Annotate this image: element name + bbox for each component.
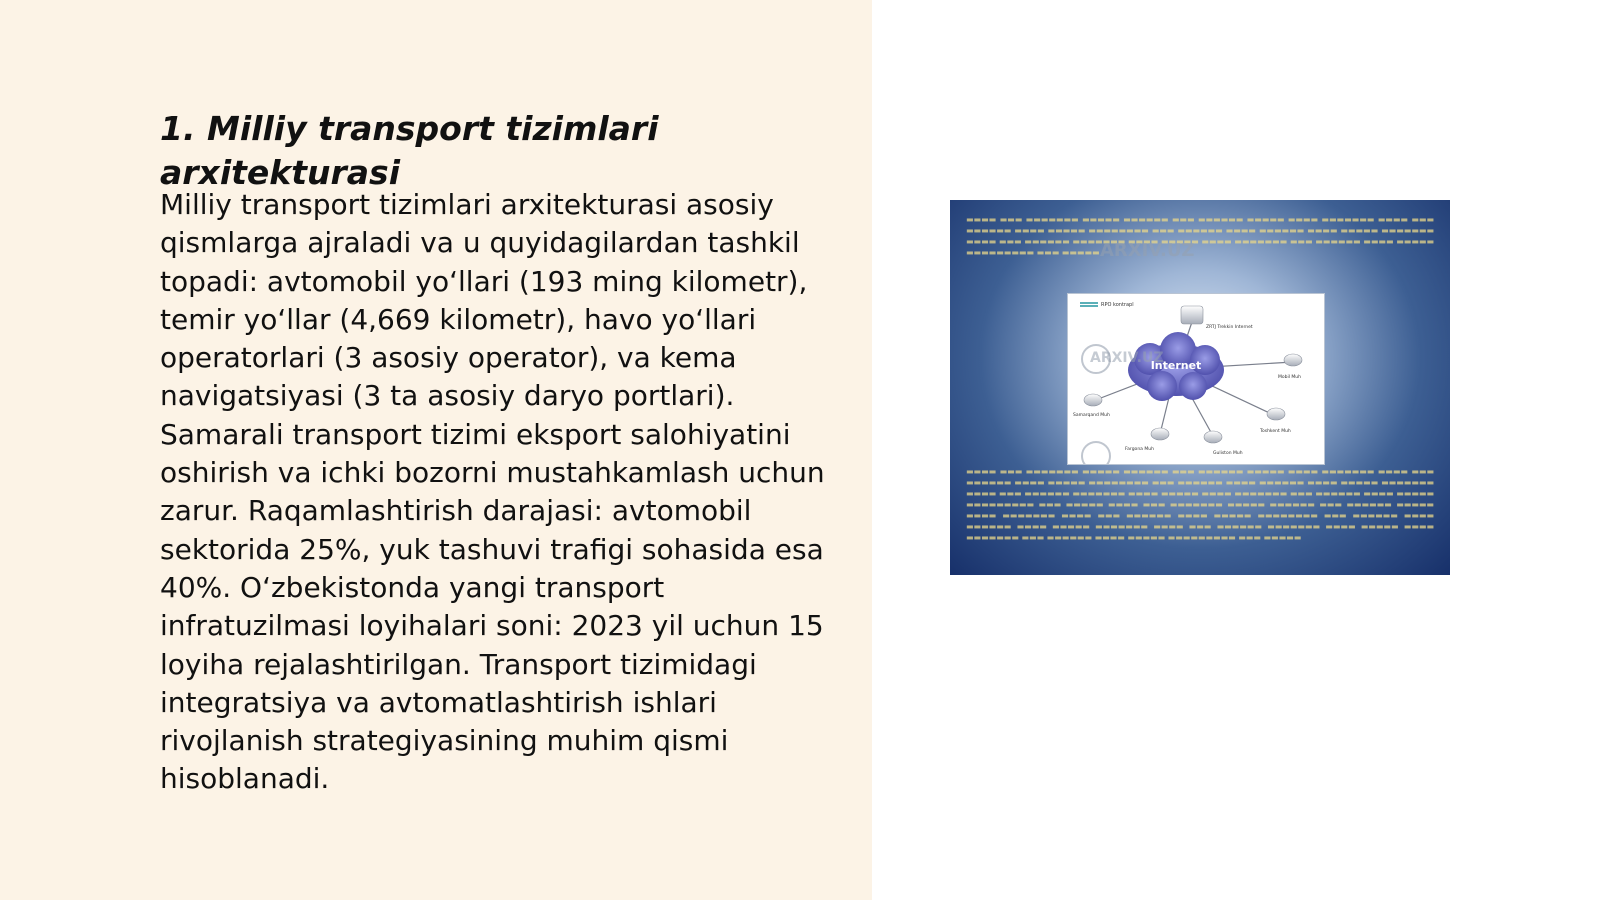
node-label: Guliston Muh (1213, 451, 1243, 456)
node-label: Toshkent Muh (1260, 429, 1291, 434)
image-blurred-text-bottom: ▬▬▬▬ ▬▬▬ ▬▬▬▬▬▬▬ ▬▬▬▬▬ ▬▬▬▬▬▬ ▬▬▬ ▬▬▬▬▬▬ ▬▬▬▬▬ ▬▬▬▬ ▬▬▬▬▬▬▬ ▬▬▬▬ ▬▬▬ ▬▬▬▬▬▬ ▬▬▬▬ ▬▬▬▬▬ ▬▬▬▬▬▬▬▬ ▬▬▬ ▬▬▬▬▬▬ ▬▬▬▬ ▬▬▬▬▬▬ ▬▬▬▬ ▬▬▬▬▬ ▬▬▬▬▬▬▬ ▬▬▬▬ ▬▬▬ ▬▬▬▬▬▬ ▬▬▬▬▬▬▬ ▬▬▬▬ ▬▬▬▬▬ ▬▬▬▬ ▬▬▬▬▬▬▬ ▬▬▬ ▬▬▬▬▬▬ ▬▬▬▬ ▬▬▬▬▬ ▬▬▬▬▬▬▬▬▬ ▬▬▬ ▬▬▬▬▬ ▬▬▬▬ ▬▬▬ ▬▬▬▬▬▬▬ ▬▬▬▬▬ ▬▬▬▬▬▬ ▬▬▬ ▬▬▬▬▬▬ ▬▬▬▬▬ ▬▬▬▬ ▬▬▬▬▬▬▬ ▬▬▬▬ ▬▬▬ ▬▬▬▬▬▬ ▬▬▬▬ ▬▬▬▬▬ ▬▬▬▬▬▬▬▬ ▬▬▬ ▬▬▬▬▬▬ ▬▬▬▬ ▬▬▬▬▬▬ ▬▬▬▬ ▬▬▬▬▬ ▬▬▬▬▬▬▬ ▬▬▬▬ ▬▬▬ ▬▬▬▬▬▬ ▬▬▬▬▬▬▬ ▬▬▬▬ ▬▬▬▬▬ ▬▬▬▬ ▬▬▬▬▬▬▬ ▬▬▬ ▬▬▬▬▬▬ ▬▬▬▬ ▬▬▬▬▬ ▬▬▬▬▬▬▬▬▬ ▬▬▬ ▬▬▬▬▬ (966, 467, 1434, 542)
network-diagram-svg (1068, 294, 1324, 464)
image-blurred-text-top: ▬▬▬▬ ▬▬▬ ▬▬▬▬▬▬▬ ▬▬▬▬▬ ▬▬▬▬▬▬ ▬▬▬ ▬▬▬▬▬▬ ▬▬▬▬▬ ▬▬▬▬ ▬▬▬▬▬▬▬ ▬▬▬▬ ▬▬▬ ▬▬▬▬▬▬ ▬▬▬▬ ▬▬▬▬▬ ▬▬▬▬▬▬▬▬ ▬▬▬ ▬▬▬▬▬▬ ▬▬▬▬ ▬▬▬▬▬▬ ▬▬▬▬ ▬▬▬▬▬ ▬▬▬▬▬▬▬ ▬▬▬▬ ▬▬▬ ▬▬▬▬▬▬ ▬▬▬▬▬▬▬ ▬▬▬▬ ▬▬▬▬▬ ▬▬▬▬ ▬▬▬▬▬▬▬ ▬▬▬ ▬▬▬▬▬▬ ▬▬▬▬ ▬▬▬▬▬ ▬▬▬▬▬▬▬▬▬ ▬▬▬ ▬▬▬▬▬ (966, 215, 1434, 257)
diagram-watermark-text: ARXIV.UZ (1090, 350, 1164, 366)
legend-label: RPO kontrapl (1101, 302, 1134, 308)
node-bottom (1204, 431, 1243, 456)
node-left (1073, 394, 1110, 418)
internet-cloud (1128, 332, 1224, 401)
node-label: Samarqand Muh (1073, 413, 1110, 418)
node-right (1278, 354, 1302, 380)
node-hub-top (1181, 306, 1253, 330)
network-diagram-image (950, 200, 1450, 575)
node-bottom-left (1125, 428, 1169, 452)
node-label: Fargona Muh (1125, 447, 1154, 452)
slide-title: 1. Milliy transport tizimlari arxitekturasi (160, 109, 659, 192)
watermark-text: ARXIV.UZ (1100, 240, 1195, 261)
node-bottom-right (1259, 408, 1291, 434)
internet-label: Internet (1150, 359, 1202, 372)
slide-body-text: Milliy transport tizimlari arxitekturasi asosiy qismlarga ajraladi va u quyidagilardan tashkil topadi: avtomobil yo‘llari (193 ming kilometr), temir yo‘llar (4,669 kilometr), havo yo‘llari operatorlari (3 asosiy operator), va kema navigatsiyasi (3 ta asosiy daryo portlari). Samarali transport tizimi eksport salohiyatini oshirish va ichki bozorni mustahkamlash uchun zarur. Raqamlashtirish darajasi: avtomobil sektorida 25%, yuk tashuvi trafigi sohasida esa 40%. O‘zbekistonda yangi transport infratuzilmasi loyihalari soni: 2023 yil uchun 15 loyiha rejalashtirilgan. Transport tizimidagi integratsiya va avtomatlashtirish ishlari rivojlanish strategiyasining muhim qismi hisoblanadi. (160, 188, 825, 796)
diagram-legend (1080, 302, 1134, 308)
network-diagram (1067, 293, 1325, 465)
node-label: Mobil Muh (1278, 375, 1302, 380)
node-label: ZRTJ Trekkin Internet (1206, 325, 1253, 330)
